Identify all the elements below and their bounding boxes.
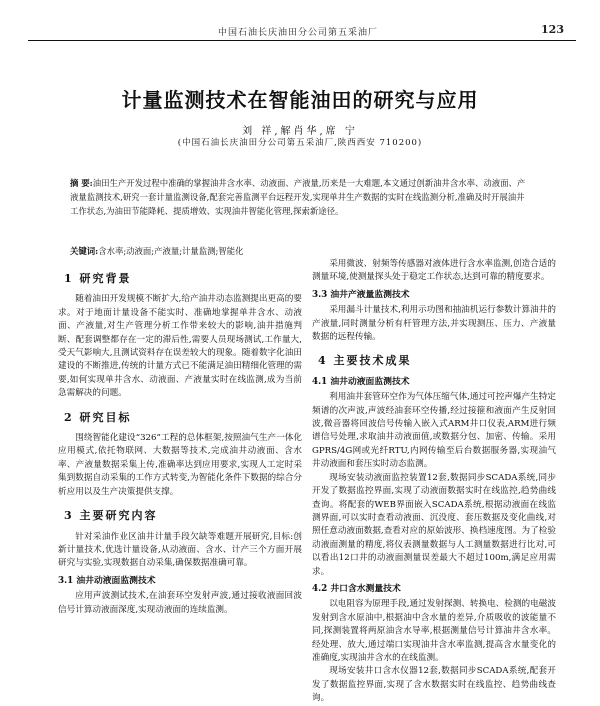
section-heading: 2 研究目标	[64, 410, 132, 424]
abstract-text: 油田生产开发过程中准确的掌握油井含水率、动液面、产液量,历来是一大难题,本文通过创新油井含水率、动液面、产液量监测技术,研究一套计量监测设备,配套完善监测平台远程开发,实现单井生产数据的实时在线监测分析,准确及时开展油井工作状态,为油田节能降耗、提质增效、实现油井智能化管理,探索新途径。	[70, 178, 526, 216]
subsection-heading: 3.3 油井产液量监测技术	[312, 289, 410, 300]
paragraph: 针对采油作业区油井计量手段欠缺等难题开展研究,目标:创新计量技术,优选计量设备,从动液面、含水、计产三个方面开展研究与实验,实现数据自动采集,确保数据准确可靠。	[58, 531, 302, 569]
affiliation: (中国石油长庆油田分公司第五采油厂,陕西西安 710200)	[177, 138, 423, 148]
subsection-heading: 4.2 井口含水测量技术	[312, 583, 401, 594]
paragraph: 现场安装井口含水仪器12套,数据同步SCADA系统,配套开发了数据监控界面,实现了含水数据实时在线监控、趋势曲线查询。	[312, 666, 556, 704]
running-header	[28, 22, 576, 41]
paragraph: 以电阻容为原理手段,通过发射探测、转换电、检测的电磁波发射到含水原油中,根据油中含水量的差异,介质吸收的波能量不同,探测装置将两原油含水导率,根据测量信号计算油井含水率。经处理、放大,通过端口实现油井含水率监测,提高含水量变化的准确度,实现油井含水的在线监测。	[312, 599, 556, 663]
authors: 刘 祥,解肖华,席 宁	[242, 126, 358, 137]
section-heading: 4 主要技术成果	[318, 354, 412, 368]
keywords-label: 关键词:	[70, 246, 99, 256]
paragraph: 应用声波测试技术,在油套环空发射声波,通过接收液面回波信号计算动液面深度,实现动液面的连续监测。	[58, 591, 302, 615]
subsection-heading: 3.1 油井动液面监测技术	[58, 575, 156, 586]
section-heading: 1 研究背景	[64, 272, 132, 285]
right-column	[312, 258, 556, 704]
paragraph: 采用微波、射频等传感器对液体进行含水率监测,创造合适的测量环境,使测量探头处于稳定工作状态,达到可靠的精度要求。	[312, 259, 556, 283]
paper-title: 计量监测技术在智能油田的研究与应用	[121, 88, 479, 112]
keywords	[70, 244, 530, 258]
keywords-text: 含水率;动液面;产液量;计量监测;智能化	[98, 246, 244, 256]
paragraph: 随着油田开发规模不断扩大,给产油井动态监测提出更高的要求。对于地面计量设备不能实时、准确地掌握单井含水、动液面、产液量,对生产管理分析工作带来较大的影响,油井措施判断、配套调整都存在一定的滞后性,需要人员现场测试,工作量大,受天气影响大,且测试资料存在误差较大的现象。随着数字化油田建设的不断推进,传统的计量方式已不能满足油田精细化管理的需要,如何实现单井含水、动液面、产液量实时在线监测,成为当前急需解决的问题。	[58, 294, 302, 399]
journal-name: 中国石油长庆油田分公司第五采油厂	[218, 28, 379, 38]
paragraph: 采用漏斗计量技术,利用示功图和抽油机运行参数计算油井的产液量,同时测量分析有杆管理方法,并实现测压、压力、产液量数据的远程传输。	[312, 305, 556, 343]
left-column	[58, 262, 302, 692]
section-heading: 3 主要研究内容	[64, 509, 158, 523]
subsection-heading: 4.1 油井动液面监测技术	[312, 376, 410, 387]
paragraph: 围绕智能化建设“326”工程的总体框架,按照油气生产一体化应用模式,依托物联网、大数据等技术,完成油井动液面、含水率、产液量数据采集上传,准确率达到应用要求,实现人工定时采集到数据自动采集的工作方式转变,为智能化条件下数据的综合分析应用以及生产决策提供支撑。	[58, 433, 302, 497]
paragraph: 现场安装动液面监控装置12套,数据同步SCADA系统,同步开发了数据监控界面,实现了动液面数据实时在线监控,趋势曲线查询。将配套的WEB界面嵌入SCADA系统,根据动液面在线监测界面,可以实时查看动液面、沉没度、套压数据及变化曲线,对照任意动液面数据,查看对应的原始波形、换档速度图。为了检验动液面测量的精度,将仪表测量数据与人工测量数据进行比对,可以看出12口井的动液面测量误差最大不超过100m,满足应用需求。	[312, 472, 556, 577]
paragraph: 利用油井套管环空作为气体压缩气体,通过可控声爆产生特定频谱的次声波,声波经油套环空传播,经过接箍和液面产生反射回波,微音器将回波信号传输入嵌入式ARM井口仪表,ARM进行频谱信号处理,求取油井动液面值,或数据分包、加密、传输。采用GPRS/4G网或光纤RTU,内网传输至后台数据服务器,实现油气井动液面和套压实时动态监测。	[312, 392, 556, 470]
abstract	[70, 176, 530, 218]
page-number: 123	[541, 23, 564, 36]
abstract-label: 摘 要:	[70, 178, 93, 188]
